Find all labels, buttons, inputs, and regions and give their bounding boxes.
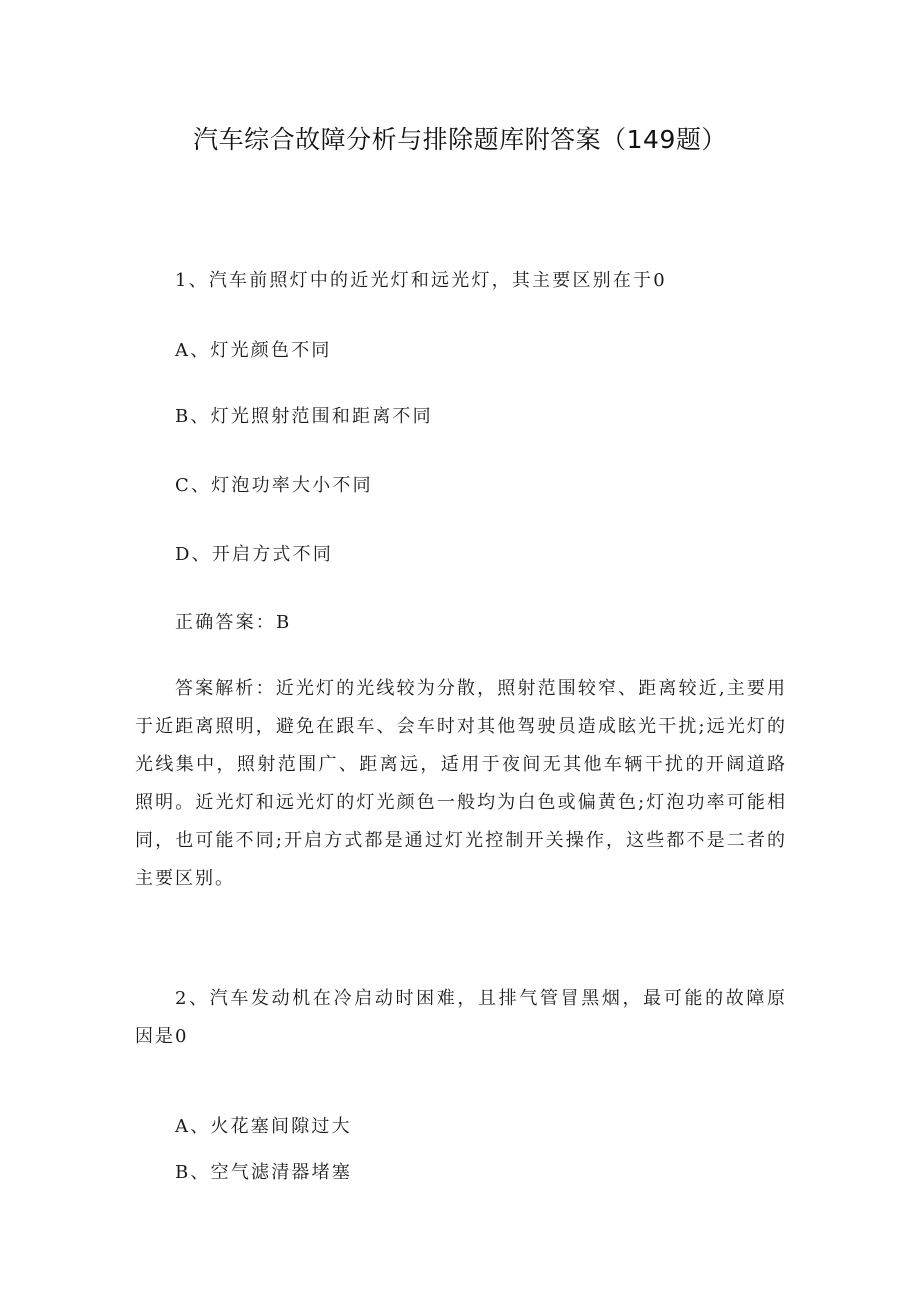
document-title: 汽车综合故障分析与排除题库附答案（149题）: [193, 125, 727, 154]
question-1-option-d: D、开启方式不同: [175, 544, 334, 565]
question-1-option-b: B、灯光照射范围和距离不同: [175, 406, 433, 427]
question-2-option-a: A、火花塞间隙过大: [175, 1116, 352, 1137]
question-1-analysis: 答案解析：近光灯的光线较为分散，照射范围较窄、距离较近,主要用于近距离照明，避免在跟车、会车时对其他驾驶员造成眩光干扰;远光灯的光线集中，照射范围广、距离远，适用于夜间无其他车辆干扰的开阔道路照明。近光灯和远光灯的灯光颜色一般均为白色或偏黄色;灯泡功率可能相同，也可能不同;开启方式都是通过灯光控制开关操作，这些都不是二者的主要区别。: [135, 678, 787, 889]
question-1-option-a: A、灯光颜色不同: [175, 340, 332, 361]
question-2-stem: 2、汽车发动机在冷启动时困难，且排气管冒黑烟，最可能的故障原因是0: [135, 988, 787, 1047]
question-1-option-c: C、灯泡功率大小不同: [175, 475, 373, 496]
question-1-stem: 1、汽车前照灯中的近光灯和远光灯，其主要区别在于0: [175, 270, 667, 291]
question-2-option-b: B、空气滤清器堵塞: [175, 1162, 353, 1183]
question-1-answer: 正确答案：B: [175, 612, 292, 633]
